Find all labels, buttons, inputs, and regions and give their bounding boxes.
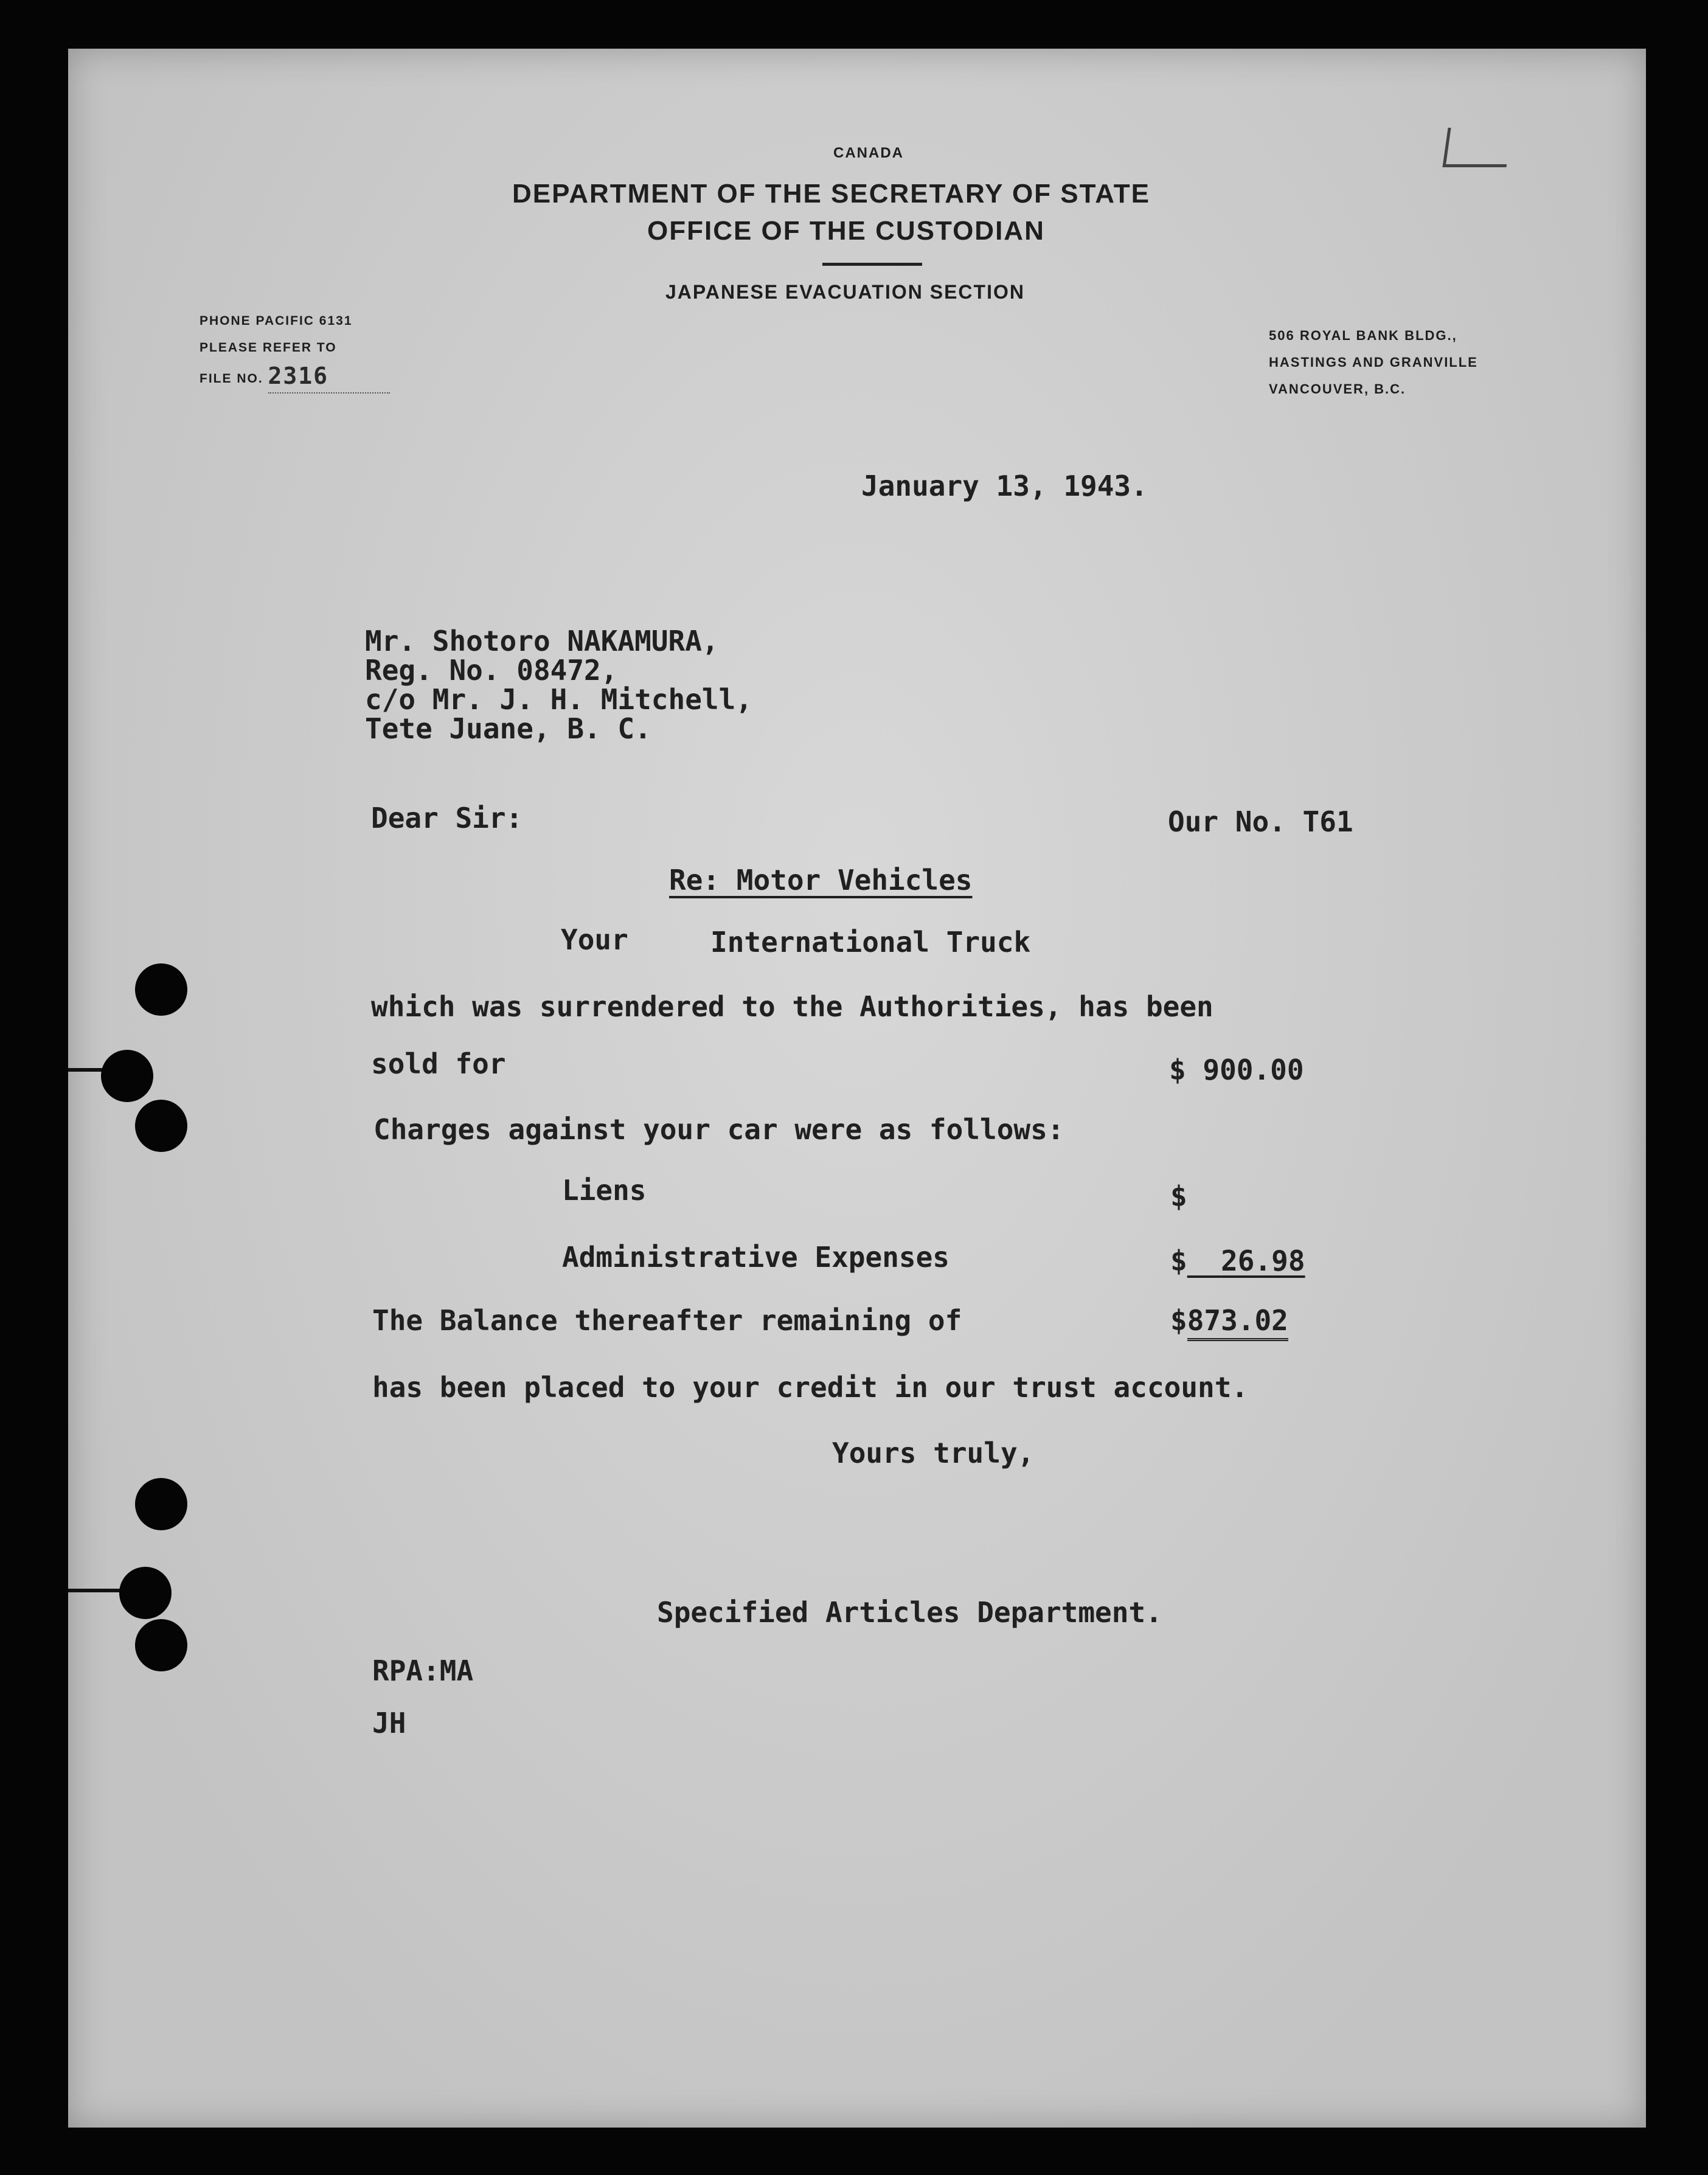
check-mark xyxy=(1442,128,1512,167)
address-line-3: VANCOUVER, B.C. xyxy=(1269,381,1406,397)
surrender-line: which was surrendered to the Authorities, has been xyxy=(371,990,1213,1023)
your-label: Your xyxy=(561,923,628,956)
binder-hole xyxy=(135,963,187,1016)
liens-amount: $ xyxy=(1170,1180,1187,1213)
vehicle-description: International Truck xyxy=(710,926,1031,959)
recipient-line: c/o Mr. J. H. Mitchell, xyxy=(365,683,752,716)
subject-line: Re: Motor Vehicles xyxy=(669,864,973,897)
file-line xyxy=(200,361,390,394)
sold-for-amount: $ 900.00 xyxy=(1169,1053,1304,1086)
recipient-line: Mr. Shotoro NAKAMURA, xyxy=(365,625,719,657)
letterhead-section: JAPANESE EVACUATION SECTION xyxy=(665,281,1025,303)
signature-department: Specified Articles Department. xyxy=(657,1596,1162,1629)
admin-expenses-amount xyxy=(1170,1244,1305,1277)
phone-line: PHONE PACIFIC 6131 xyxy=(200,314,353,328)
recipient-address xyxy=(365,626,752,743)
admin-expenses-label: Administrative Expenses xyxy=(562,1241,949,1274)
sold-for-label: sold for xyxy=(371,1047,506,1080)
balance-amount xyxy=(1170,1304,1288,1337)
binder-hole xyxy=(101,1050,153,1102)
binder-hole xyxy=(135,1478,187,1530)
office-address-block xyxy=(1269,322,1478,403)
liens-label: Liens xyxy=(562,1174,647,1207)
letterhead-rule xyxy=(822,263,922,266)
reference-initials-1: RPA:MA xyxy=(372,1654,474,1687)
our-number: Our No. T61 xyxy=(1168,805,1353,838)
salutation: Dear Sir: xyxy=(371,802,523,834)
charges-intro: Charges against your car were as follows: xyxy=(373,1113,1064,1146)
closing: Yours truly, xyxy=(832,1437,1035,1469)
admin-value: 26.98 xyxy=(1221,1244,1305,1277)
file-number: 2316 xyxy=(268,362,329,389)
address-line-1: 506 ROYAL BANK BLDG., xyxy=(1269,328,1457,343)
file-label: FILE NO. xyxy=(200,372,263,386)
letter-date: January 13, 1943. xyxy=(861,470,1148,502)
binder-hole xyxy=(119,1567,172,1619)
letterhead-office: OFFICE OF THE CUSTODIAN xyxy=(647,216,1045,246)
balance-currency: $ xyxy=(1170,1304,1187,1337)
letterhead-department: DEPARTMENT OF THE SECRETARY OF STATE xyxy=(512,179,1150,209)
credit-line: has been placed to your credit in our trust account. xyxy=(372,1371,1249,1404)
refer-line: PLEASE REFER TO xyxy=(200,341,337,355)
binder-hole xyxy=(135,1100,187,1152)
recipient-line: Reg. No. 08472, xyxy=(365,654,618,687)
address-line-2: HASTINGS AND GRANVILLE xyxy=(1269,355,1478,370)
admin-currency: $ xyxy=(1170,1244,1187,1277)
letterhead-country: CANADA xyxy=(833,145,904,161)
reference-initials-2: JH xyxy=(372,1707,406,1740)
balance-label: The Balance thereafter remaining of xyxy=(372,1304,962,1337)
phone-reference-block xyxy=(200,308,390,394)
recipient-line: Tete Juane, B. C. xyxy=(365,712,651,745)
balance-value: 873.02 xyxy=(1187,1304,1288,1341)
binder-hole xyxy=(135,1619,187,1671)
